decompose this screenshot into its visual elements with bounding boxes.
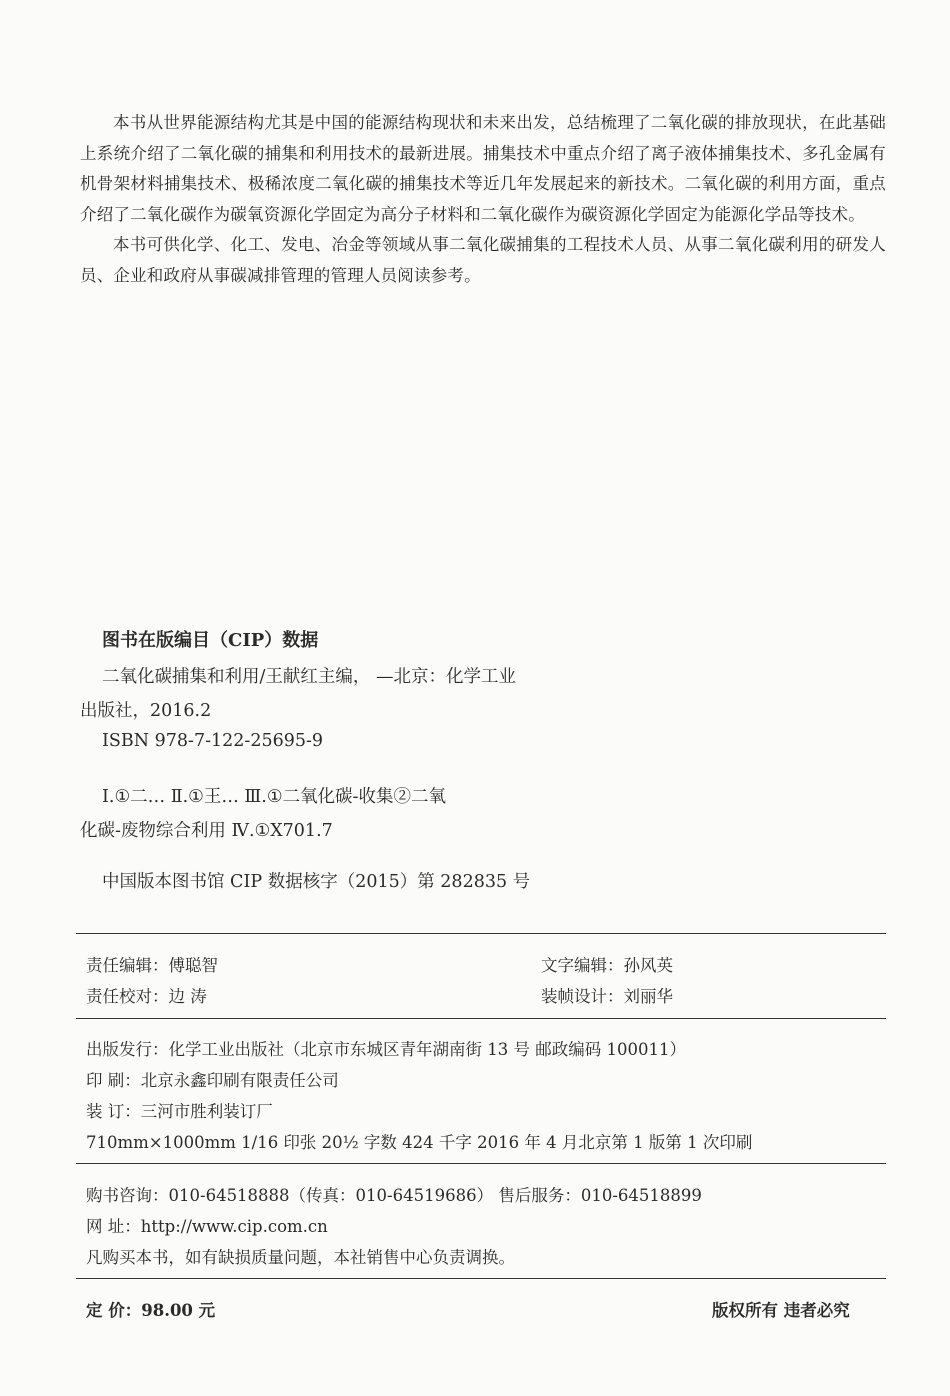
cip-publisher-line: 出版社，2016.2: [80, 701, 212, 721]
cip-classification-line-2: 化碳-废物综合利用 Ⅳ.①X701.7: [80, 821, 333, 841]
abstract-paragraph-1: 本书从世界能源结构尤其是中国的能源结构现状和未来出发，总结梳理了二氧化碳的排放现状，在此基础上系统介绍了二氧化碳的捕集和利用技术的最新进展。捕集技术中重点介绍了离子液体捕集技术、多孔金属有机骨架材料捕集技术、极稀浓度二氧化碳的捕集技术等近几年发展起来的新技术。二氧化碳的利用方面，重点介绍了二氧化碳作为碳氧资源化学固定为高分子材料和二氧化碳作为碳资源化学固定为能源化学品等技术。: [80, 113, 886, 224]
credit-editor-label: 责任编辑：: [86, 956, 169, 975]
abstract-paragraph-2: 本书可供化学、化工、发电、冶金等领域从事二氧化碳捕集的工程技术人员、从事二氧化碳利用的研发人员、企业和政府从事碳减排管理的管理人员阅读参考。: [80, 235, 886, 285]
cip-classification-line-1: Ⅰ.①二… Ⅱ.①王… Ⅲ.①二氧化碳-收集②二氧: [102, 787, 446, 807]
divider-4: [76, 1278, 886, 1279]
specification-line: 710mm×1000mm 1/16 印张 20½ 字数 424 千字 2016 年 4 月北京第 1 版第 1 次印刷: [86, 1133, 753, 1152]
binder-line: 装 订：三河市胜利装订厂: [86, 1102, 273, 1121]
cip-heading: 图书在版编目（CIP）数据: [102, 630, 319, 651]
book-price: 定 价：98.00 元: [86, 1301, 216, 1320]
divider-1: [76, 933, 886, 934]
credit-designer-name: 刘丽华: [623, 987, 673, 1006]
consult-phone-line: 购书咨询：010-64518888（传真：010-64519686） 售后服务：010-64518899: [86, 1186, 702, 1205]
website-line: 网 址：http://www.cip.com.cn: [86, 1217, 328, 1236]
credit-text-editor-name: 孙风英: [623, 956, 673, 975]
publisher-line: 出版发行：化学工业出版社（北京市东城区青年湖南街 13 号 邮政编码 100011）: [86, 1040, 686, 1059]
divider-2: [76, 1018, 886, 1019]
book-abstract: [80, 108, 886, 291]
cip-title-line: 二氧化碳捕集和利用/王献红主编， —北京：化学工业: [102, 667, 516, 687]
credit-text-editor: [541, 952, 673, 976]
credit-text-editor-label: 文字编辑：: [541, 956, 624, 975]
credit-proofreader: [86, 983, 207, 1007]
credit-designer: [541, 983, 673, 1007]
divider-3: [76, 1163, 886, 1164]
cip-library-number: 中国版本图书馆 CIP 数据核字（2015）第 282835 号: [102, 872, 531, 892]
credit-designer-label: 装帧设计：: [541, 987, 624, 1006]
credit-editor-name: 傅聪智: [168, 956, 218, 975]
credit-proofreader-name: 边 涛: [168, 987, 207, 1006]
copyright-notice: 版权所有 违者必究: [712, 1301, 850, 1320]
printer-line: 印 刷：北京永鑫印刷有限责任公司: [86, 1071, 339, 1090]
quality-notice: 凡购买本书，如有缺损质量问题，本社销售中心负责调换。: [86, 1248, 515, 1267]
credit-editor: [86, 952, 218, 976]
credit-proofreader-label: 责任校对：: [86, 987, 169, 1006]
cip-isbn: ISBN 978-7-122-25695-9: [102, 731, 324, 751]
